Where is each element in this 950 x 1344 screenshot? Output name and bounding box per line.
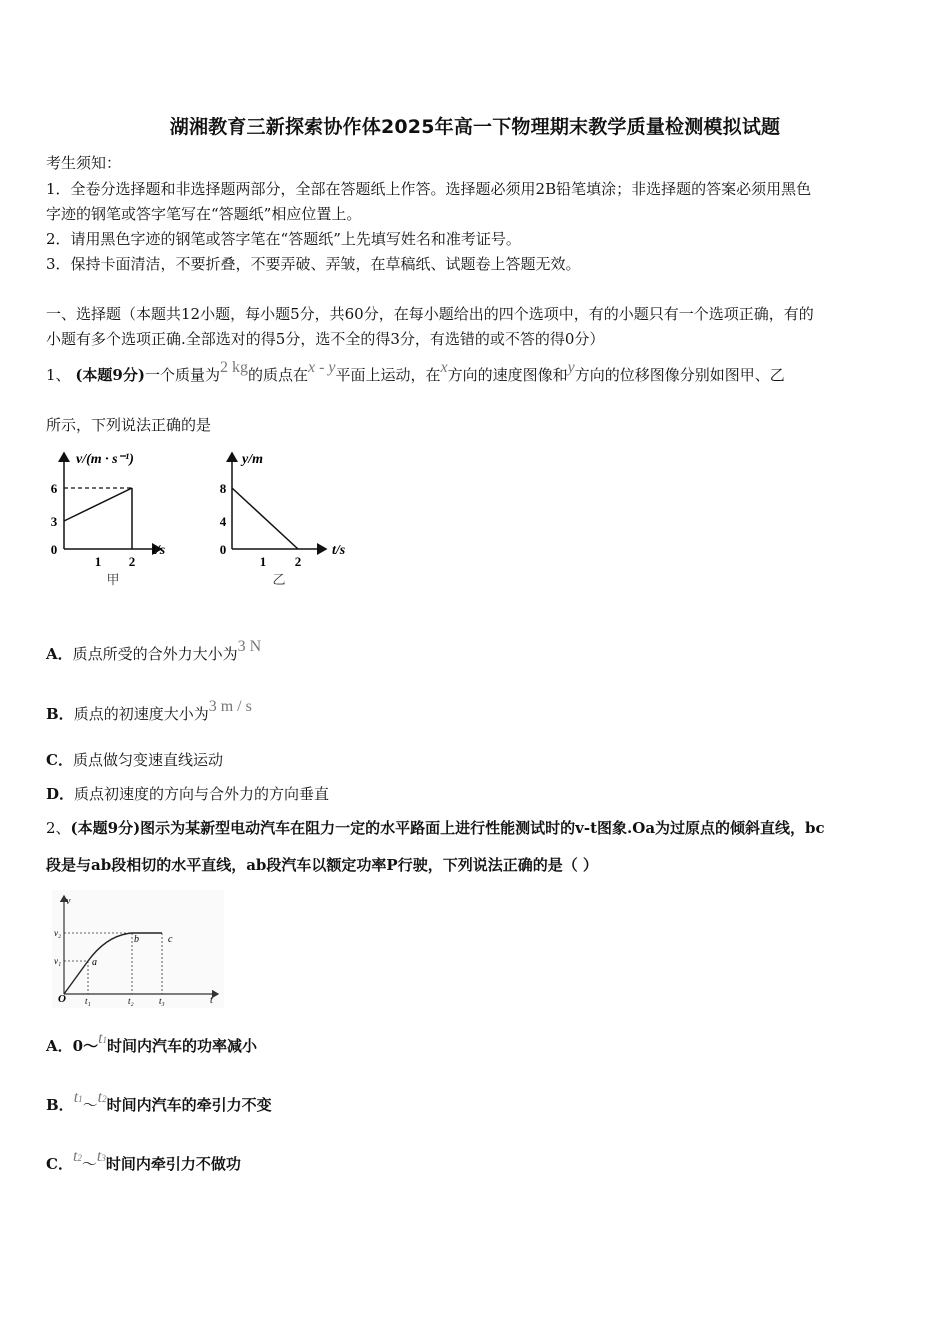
q1-option-b[interactable] (46, 698, 252, 724)
q1-option-c-text: 质点做匀变速直线运动 (72, 751, 223, 769)
graph-1-xtick-1: 1 (94, 554, 102, 569)
force-formula: 3 N (237, 638, 262, 655)
graph-1-xlabel: t/s (152, 543, 166, 558)
question-1-score: (本题9分) (75, 366, 145, 384)
plane-formula: x - y (308, 359, 336, 376)
section-1-line-2: 小题有多个选项正确.全部选对的得5分，选不全的得3分，有选错的或不答的得0分） (46, 330, 605, 348)
question-1-text-5: 方向的位移图像分别如图甲、乙 (574, 366, 785, 384)
graph-t-label: t (210, 995, 213, 1006)
notice-item-1-line-2: 字迹的钢笔或答字笔写在“答题纸”相应位置上。 (46, 205, 362, 223)
q1-option-d[interactable] (46, 783, 329, 804)
q1-option-d-text: 质点初速度的方向与合外力的方向垂直 (74, 785, 330, 803)
question-1-stem-line-2: 所示，下列说法正确的是 (46, 416, 212, 434)
notice-item-1-line-1: 1．全卷分选择题和非选择题两部分，全部在答题纸上作答。选择题必须用2B铅笔填涂；非选择题的答案必须用黑色 (46, 180, 812, 198)
range-tilde: ～ (82, 1096, 98, 1114)
t3-symbol: t (96, 1148, 102, 1165)
graph-2-ytick-4: 4 (219, 514, 227, 529)
question-2-text-1: (本题9分)图示为某新型电动汽车在阻力一定的水平路面上进行性能测试时的v-t图象.Oa为过原点的倾斜直线，bc (70, 819, 825, 837)
graph-1-caption: 甲 (106, 572, 120, 587)
t2-symbol: t (72, 1148, 78, 1165)
question-1-stem (46, 359, 785, 385)
graph-1-ytick-3: 3 (50, 514, 58, 529)
t1-symbol: t (73, 1089, 79, 1106)
car-velocity-time-graph (52, 890, 224, 1008)
graph-2-origin: 0 (219, 542, 227, 557)
t1-symbol: t (98, 1030, 103, 1047)
q2-option-c-label: C． (46, 1155, 73, 1173)
graph-background (52, 890, 224, 1008)
q2-option-a-label: A． (46, 1037, 73, 1055)
q1-option-a-label: A． (46, 645, 73, 663)
velocity-time-graph (46, 445, 171, 590)
q1-option-d-label: D． (46, 785, 75, 803)
t2-subscript: 2 (77, 1153, 82, 1163)
question-1-text-2: 的质点在 (247, 366, 308, 384)
question-2-stem-line-2: 段是与ab段相切的水平直线，ab段汽车以额定功率P行驶，下列说法正确的是（ ） (46, 856, 598, 874)
t2-subscript: 2 (102, 1094, 107, 1104)
q1-option-c-label: C． (46, 751, 73, 769)
q1-option-c[interactable] (46, 749, 223, 770)
q2-option-b-text: 时间内汽车的牵引力不变 (106, 1096, 272, 1114)
q2-option-b-label: B． (46, 1096, 74, 1114)
question-2-stem-line-1 (46, 817, 825, 838)
graph-origin-label: O (58, 993, 66, 1005)
question-1-text-4: 方向的速度图像和 (447, 366, 568, 384)
displacement-time-graph (212, 445, 362, 590)
question-1-text-3: 平面上运动，在 (335, 366, 441, 384)
page-title: 湖湘教育三新探索协作体2025年高一下物理期末教学质量检测模拟试题 (169, 116, 781, 138)
notice-item-2: 2．请用黑色字迹的钢笔或答字笔在“答题纸”上先填写姓名和准考证号。 (46, 230, 521, 248)
q2-option-c-text: 时间内牵引力不做功 (105, 1155, 241, 1173)
q1-option-b-text: 质点的初速度大小为 (73, 705, 209, 723)
graph-v1-label: v₁ (54, 956, 62, 966)
displacement-line (232, 488, 298, 549)
notice-heading: 考生须知： (46, 154, 122, 172)
graph-1-ylabel: v/(m · s⁻¹) (76, 452, 134, 467)
question-1-text-1: 一个质量为 (144, 366, 220, 384)
mass-formula: 2 kg (219, 359, 248, 376)
graph-t2-label: t₂ (128, 996, 134, 1006)
graph-1-xtick-2: 2 (128, 554, 136, 569)
range-tilde: ～ (81, 1155, 97, 1173)
q2-option-c[interactable] (46, 1148, 241, 1174)
graph-1-ytick-6: 6 (50, 481, 58, 496)
graph-point-a: a (92, 957, 97, 968)
graph-point-b: b (134, 934, 139, 945)
t3-subscript: 3 (101, 1153, 106, 1163)
question-1-number: 1、 (46, 366, 71, 384)
q1-option-b-label: B． (46, 705, 74, 723)
t1-subscript: 1 (78, 1094, 83, 1104)
graph-1-origin: 0 (50, 542, 58, 557)
graph-t3-label: t₃ (159, 996, 165, 1006)
graph-2-ylabel: y/m (242, 452, 263, 467)
question-2-number: 2、 (46, 819, 71, 837)
q2-option-a-text: 时间内汽车的功率减小 (107, 1037, 258, 1055)
y-formula: y (567, 359, 575, 376)
graph-2-xtick-2: 2 (294, 554, 302, 569)
q1-option-a[interactable] (46, 638, 262, 664)
graph-v-label: v (66, 896, 71, 907)
graph-2-ytick-8: 8 (219, 481, 227, 496)
graph-2-xlabel: t/s (332, 543, 346, 558)
t2-symbol: t (97, 1089, 103, 1106)
velocity-line (64, 488, 132, 521)
q2-option-b[interactable] (46, 1089, 272, 1115)
graph-2-xtick-1: 1 (259, 554, 267, 569)
section-1-line-1: 一、选择题（本题共12小题，每小题5分，共60分，在每小题给出的四个选项中，有的小题只有一个选项正确，有的 (46, 305, 814, 323)
graph-t1-label: t₁ (85, 996, 91, 1006)
graph-v2-label: v₂ (54, 928, 62, 938)
velocity-formula: 3 m / s (208, 698, 252, 715)
notice-item-3: 3．保持卡面清洁，不要折叠，不要弄破、弄皱，在草稿纸、试题卷上答题无效。 (46, 255, 581, 273)
graph-point-c: c (168, 934, 173, 945)
t1-subscript: 1 (102, 1035, 108, 1045)
q1-option-a-text: 质点所受的合外力大小为 (72, 645, 238, 663)
q2-option-a-prefix: 0～ (72, 1037, 99, 1055)
x-formula: x (440, 359, 448, 376)
graph-2-caption: 乙 (272, 572, 286, 587)
q2-option-a[interactable] (46, 1030, 258, 1056)
